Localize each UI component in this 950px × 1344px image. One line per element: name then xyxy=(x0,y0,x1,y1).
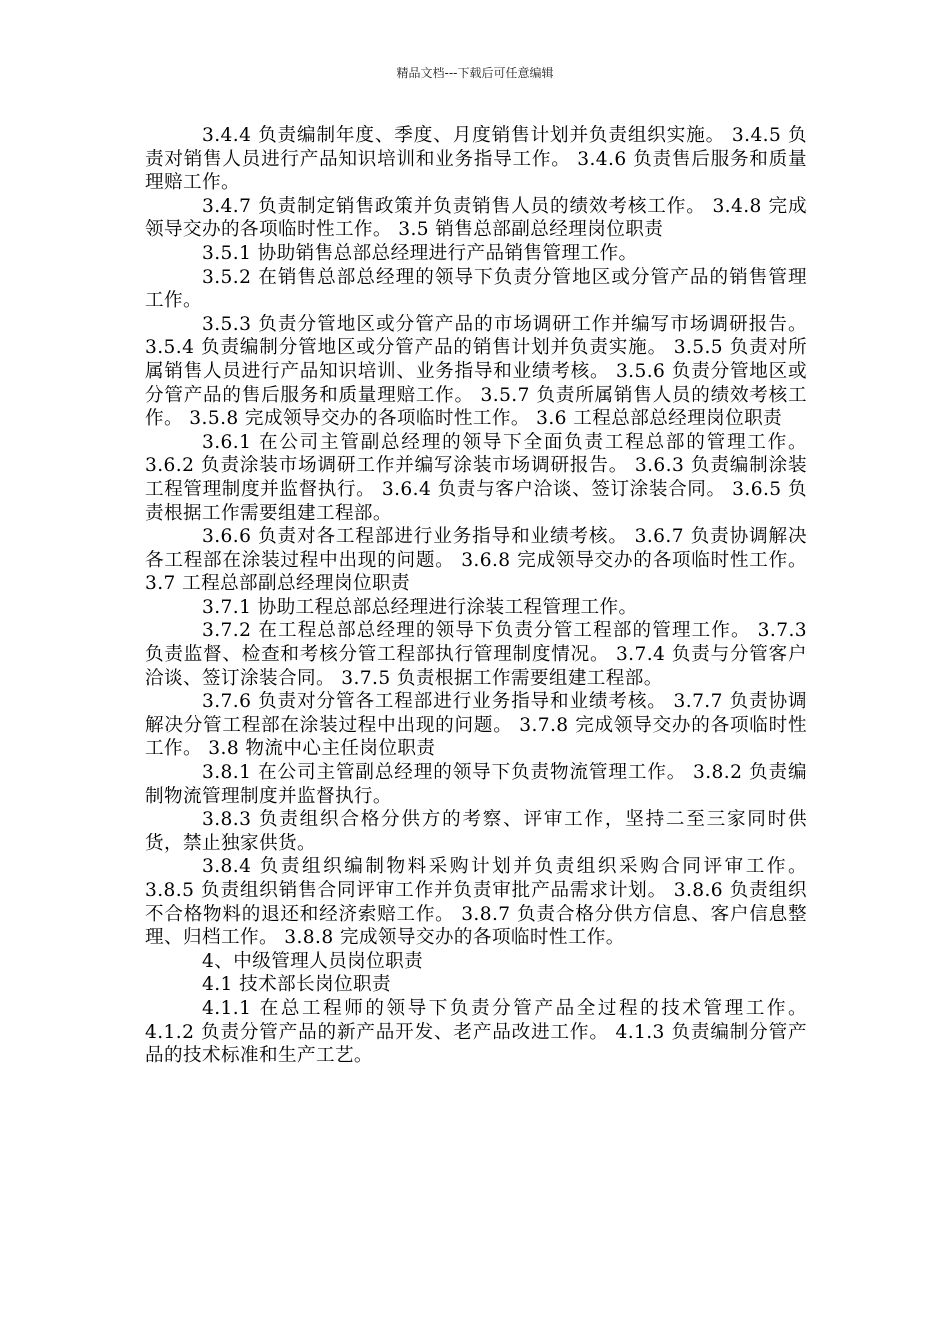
paragraph: 3.8.3 负责组织合格分供方的考察、评审工作，坚持二至三家同时供货，禁止独家供货。 xyxy=(145,809,807,854)
paragraph: 3.6.6 负责对各工程部进行业务指导和业绩考核。 3.6.7 负责协调解决各工程部在涂装过程中出现的问题。 3.6.8 完成领导交办的各项临时性工作。 3.7 工程总部副总经理岗位职责 xyxy=(145,526,807,595)
paragraph: 3.8.4 负责组织编制物料采购计划并负责组织采购合同评审工作。 3.8.5 负责组织销售合同评审工作并负责审批产品需求计划。 3.8.6 负责组织不合格物料的退还和经济索赔工作。 3.8.7 负责合格分供方信息、客户信息整理、归档工作。 3.8.8 完成领导交办的各项临时性工作。 xyxy=(145,856,807,949)
paragraph: 3.5.1 协助销售总部总经理进行产品销售管理工作。 xyxy=(202,242,638,264)
paragraph: 3.4.4 负责编制年度、季度、月度销售计划并负责组织实施。 3.4.5 负责对销售人员进行产品知识培训和业务指导工作。 3.4.6 负责售后服务和质量理赔工作。 xyxy=(145,125,807,194)
paragraph: 4.1.1 在总工程师的领导下负责分管产品全过程的技术管理工作。 4.1.2 负责分管产品的新产品开发、老产品改进工作。 4.1.3 负责编制分管产品的技术标准和生产工艺。 xyxy=(145,997,807,1067)
paragraph: 3.7.2 在工程总部总经理的领导下负责分管工程部的管理工作。 3.7.3 负责监督、检查和考核分管工程部执行管理制度情况。 3.7.4 负责与分管客户洽谈、签订涂装合同。 3.7.5 负责根据工作需要组建工程部。 xyxy=(145,620,807,689)
document-body xyxy=(145,124,807,1068)
paragraph: 3.5.2 在销售总部总经理的领导下负责分管地区或分管产品的销售管理工作。 xyxy=(145,266,807,312)
paragraph: 3.6.1 在公司主管副总经理的领导下全面负责工程总部的管理工作。 3.6.2 负责涂装市场调研工作并编写涂装市场调研报告。 3.6.3 负责编制涂装工程管理制度并监督执行。 3.6.4 负责与客户洽谈、签订涂装合同。 3.6.5 负责根据工作需要组建工程部。 xyxy=(145,431,807,524)
paragraph: 3.8.1 在公司主管副总经理的领导下负责物流管理工作。 3.8.2 负责编制物流管理制度并监督执行。 xyxy=(145,762,807,807)
section-heading: 4、中级管理人员岗位职责 xyxy=(202,950,424,972)
paragraph: 3.7.1 协助工程总部总经理进行涂装工程管理工作。 xyxy=(202,596,638,618)
paragraph: 3.4.7 负责制定销售政策并负责销售人员的绩效考核工作。 3.4.8 完成领导交办的各项临时性工作。 3.5 销售总部副总经理岗位职责 xyxy=(145,195,807,241)
paragraph: 3.5.3 负责分管地区或分管产品的市场调研工作并编写市场调研报告。 3.5.4 负责编制分管地区或分管产品的销售计划并负责实施。 3.5.5 负责对所属销售人员进行产品知识培训、业务指导和业绩考核。 3.5.6 负责分管地区或分管产品的售后服务和质量理赔工作。 3.5.7 负责所属销售人员的绩效考核工作。 3.5.8 完成领导交办的各项临时性工作。 3.6 工程总部总经理岗位职责 xyxy=(145,313,807,430)
subsection-heading: 4.1 技术部长岗位职责 xyxy=(202,974,392,996)
page-header: 精品文档---下载后可任意编辑 xyxy=(396,66,554,80)
paragraph: 3.7.6 负责对分管各工程部进行业务指导和业绩考核。 3.7.7 负责协调解决分管工程部在涂装过程中出现的问题。 3.7.8 完成领导交办的各项临时性工作。 3.8 物流中心主任岗位职责 xyxy=(145,691,807,760)
